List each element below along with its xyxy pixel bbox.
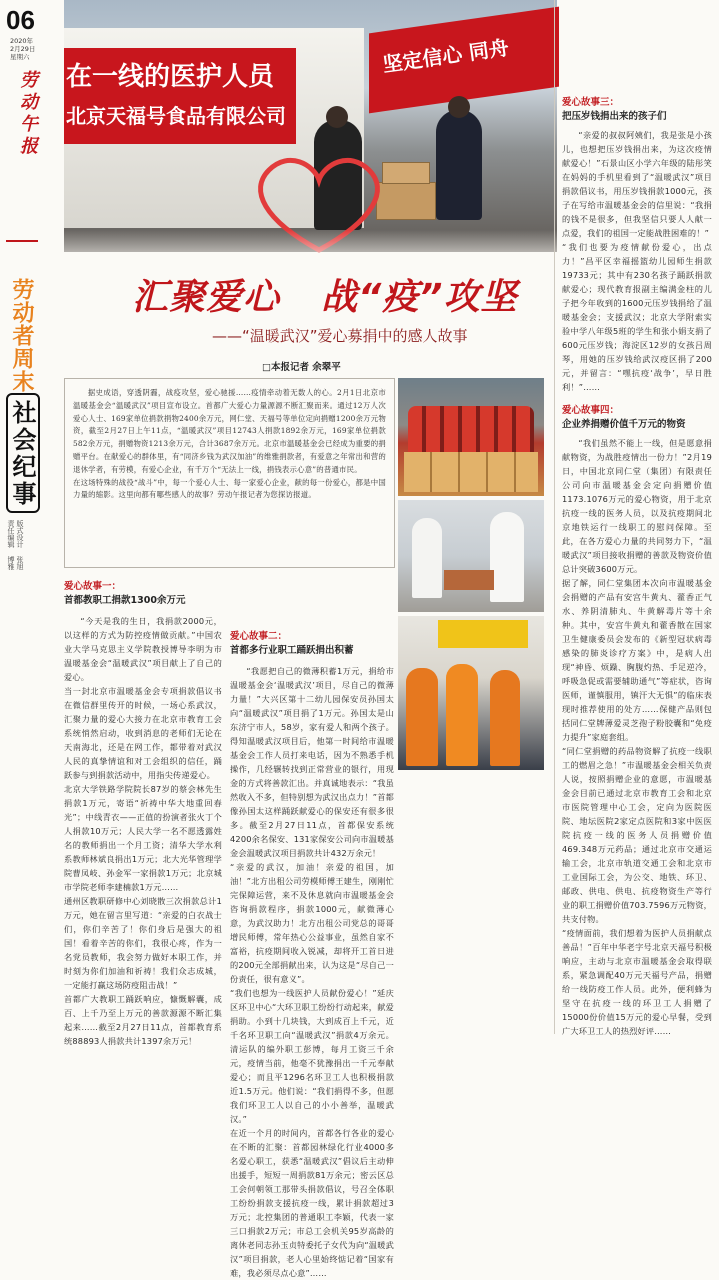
headline-title [132, 278, 517, 318]
worker-orange-2 [446, 664, 478, 766]
worker-white-suit-2 [490, 512, 524, 602]
section-title-upper: 劳动者周末 [9, 278, 34, 393]
story2-body: “我愿把自己的微薄积蓄1万元，捐给市温暖基金会‘温暖武汉’项目，尽自己的微薄力量！”大兴区第十二幼儿园保安员孙国太向“温暖武汉”项目捐了1万元。孙国太是山东济宁市人，58岁，家有爱人和两个孩子。得知温暖武汉项目后，他第一时间给市温暖基金会工作人员打来电话，因为不熟悉手机操作，几经辗转找到正常营业的银行，用现金的方式将善款汇出。并真诚地表示：“我虽然收入不多，但特别想为武汉出点力！”首都像孙国太这样踊跃献爱心的保安还有很多很多。截至2月27日11点，首都保安系统4200余名保安、131家保安公司向市温暖基金会温暖武汉项目捐款共计432万余元！ “亲爱的武汉，加油！亲爱的祖国，加油！”北方出租公司劳模师傅王建生，刚刚忙完保障运营，来不及休息就向市温暖基金会咨询捐款程序，捐款1000元，献微薄心意，为武汉助力！北方出租公司党总的哥哥增民师傅，常年热心公益事业，虽然自家不富裕，抗疫期间收入锐减，却将开工首日进的200元全部捐献出来，认为这是“尽自己一份责任，很有意义”。 “我们也想为一线医护人员献份爱心！”延庆区环卫中心“大环卫职工纷纷行动起来，献爱捐助。小到十几块钱，大到成百上千元，近千名环卫职工向“温暖武汉”捐款4万余元。清运队的编外职工彭博，每月工资三千余元，疫情当前，他毫不犹豫捐出一千元奉献爱心；而且平1296名环卫工人也积极捐款近1.5万元。他们说：“我们捐得不多，但愿我们环卫工人以自己的小小善举，温暖武汉。” 在近一个月的时间内，首都各行各业的爱心在不断的汇聚：首都园林绿化行业4000多名爱心职工，获悉“温暖武汉”倡议后主动伸出援手，短短一周捐款81万余元；密云区总工会何朝领工那带头捐款倡议，号召全体职工纷纷捐款支援抗疫一线，累计捐款超过3万元；北控集团的普通职工李颖，代表一家三口捐款2万元；市总工会机关95岁高龄的离休老同志孙玉贞特委托子女代为向“温暖武汉”项目捐款，老人心里始终惦记着“国家有难，我必须尽点心意”…… [230, 666, 394, 1278]
story4-body: “我们虽然不能上一线，但是愿意捐献物资，为战胜疫情出一份力！”2月19日，中国北京同仁堂（集团）有限责任公司向市温暖基金会定向捐赠价值1173.1076万元的爱心物资，用于北京抗疫一线的医务人员，以及抗疫期间北京地铁运行一线职工的慰问保障。至此，在各方爱心力量的共同努力下，“温暖武汉”项目接收捐赠的善款及物资价值总计突破3600万元。 据了解，同仁堂集团本次向市温暖基金会捐赠的产品有安宫牛黄丸、藿香正气水、养阴清肺丸、牛黄解毒片等十余种。其中，安宫牛黄丸和藿香散在国家卫生健康委员会发布的《新型冠状病毒感染的肺炎诊疗方案》中，是病人出现“神昏、烦躁、胸腹灼热、手足逆冷，呼吸急促或需要辅助通气”等症状，咨询医师，谨慎服用，镇汗大无惧”的临床表现时推荐使用的处方……保健产品则包括同仁堂牌薄爱灵芝孢子粉胶囊和“免疫力提升”家庭套组。 “同仁堂捐赠的药品物资解了抗疫一线职工的燃眉之急！”市温暖基金会相关负责人说，按照捐赠企业的意愿，市温暖基金会目前已通过北京市教育工会和北京市医院管理中心工会，定向为医院医院、地坛医院2家定点医院和3家中医医院抗疫一线的医务人员捐赠价值469.348万元药品；通过北京市交通运输工会，北京市轨道交通工会和北京市工业国际工会，为公交、地铁、环卫、邮政、供电、供电、抗疫物资生产等行业的职工捐赠价值703.7596万元物资，共支付物。 “疫情面前，我们想着为医护人员捐献点善品！”百年中华老字号北京天福号积极响应，主动与北京市温暖基金会取得联系，紧急调配40万元天福号产品，捐赠给一线防疫工作人员。此外，便利蜂为坚守在抗疫一线的环卫工人捐赠了15000份价值15万元的爱心早餐，受到广大环卫工人的热烈好评…… [562, 438, 712, 1036]
headline-part-b: 战“疫”攻坚 [321, 277, 518, 318]
worker-orange-3 [490, 670, 520, 766]
lead-box [64, 378, 395, 568]
byline: □本报记者 余翠平 [262, 362, 341, 373]
headline-part-a: 汇聚爱心 [132, 277, 281, 318]
photo-factory-workers [398, 500, 544, 612]
masthead-strip [0, 0, 46, 1034]
story3-title: 把压岁钱捐出来的孩子们 [562, 111, 667, 122]
masthead-rule [6, 240, 38, 242]
issue-year: 2020年 [10, 37, 34, 45]
photo-delivery-workers [398, 616, 544, 770]
lead-text: 据史成语，穿透阴霾，战疫攻坚，爱心驰援……疫情牵动着无数人的心。2月1日北京市温暖基金会“温暖武汉”项目宣布设立。首都广大爱心力量源源不断汇聚而来。通过12万人次爱心人士、169家单位捐款捐物2400余万元，网仁堂、天福号等单位定向捐赠1200余万元物资，截至2月27日上午11点，“温暖武汉”项目12743人捐款1892余万元，169家单位捐款582余万元，捐赠物资1213余万元，合计3687余万元。北京市温暖基金会已经成为重要的捐赠平台。在献爱心的群体里，有“同济乡钱为武汉加油”的维雅捐款者，有爱意之年常出和营的退休学者，有劳模，有爱心企业，有千万个“无法上一线，捐钱表示心意”的普通市民。 在这场特殊的战役“战斗”中，每一个爱心人士、每一家爱心企业，献的每一份爱心，都是中国力量的缩影。这里向都有哪些感人的故事？劳动午报记者为您探访报道。 [73, 388, 386, 500]
story4-label: 爱心故事四： [562, 405, 620, 416]
volunteer-group [408, 406, 534, 452]
food-box-stack [404, 452, 538, 492]
person-head-right [448, 96, 470, 118]
worker-white-suit-1 [412, 518, 442, 598]
person-head-left [326, 106, 348, 128]
photo-volunteers-food-boxes [398, 378, 544, 496]
paper-name-logo: 劳动午报 [17, 70, 38, 158]
column-rule-1 [554, 0, 555, 1034]
story2-continuation [398, 776, 544, 1034]
food-tray [444, 570, 494, 590]
worker-orange-1 [406, 668, 438, 766]
story2-label: 爱心故事二： [230, 631, 288, 642]
story1-title: 首都教职工捐款1300余万元 [64, 595, 186, 606]
page-number: 06 [6, 5, 35, 35]
banner-slogan-left: 在一线的医护人员 [66, 62, 275, 92]
headline-subtitle: ——“温暖武汉”爱心募捐中的感人故事 [212, 327, 468, 345]
section-title-lower: 社会纪事 [8, 400, 36, 508]
banner-company-left: 北京天福号食品有限公司 [66, 104, 286, 128]
story1-label: 爱心故事一： [64, 581, 122, 592]
story4-title: 企业养捐赠价值千万元的物资 [562, 419, 686, 430]
issue-weekday: 星期六 [10, 53, 30, 61]
story3-label: 爱心故事三： [562, 97, 620, 108]
story2-title: 首都多行业职工踊跃捐出积蓄 [230, 645, 354, 656]
story3-body: “亲爱的叔叔阿姨们，我是张是小孩儿，也想把压岁钱捐出来，为这次疫情献爱心！”石景山区小学六年级的陆彤笑在妈妈的手机里看到了“温暖武汉”项目捐款倡议书，用压岁钱捐款1000元，孩子在写给市温暖基金会的信里说：“我捐的钱不是很多，但我坚信只要人人献一点爱，我们的祖国一定能战胜困难的！” “我们也要为疫情献份爱心，出点力！”昌平区幸福摇篮幼儿园师生捐款19733元；其中有230名孩子踊跃捐款献爱心；现代教育报副主编满金柱的儿子把今年收到的1600元压岁钱捐给了温暖基金会；支援武汉；北京大学附索实验中学八年级5班的学生和张小娟支捐了600元压岁钱；海淀区12岁的女孩吕周琴，用她的压岁钱给武汉疫区捐了200元，并留言：“嘿抗疫‘战争’，早日胜利！”…… [562, 130, 712, 392]
banner-photo [64, 0, 557, 252]
issue-date: 2月29日 [10, 45, 36, 53]
company-sign [438, 620, 528, 648]
banner-slogan-right: 坚定信心 同舟 [381, 35, 511, 77]
person-right [436, 110, 482, 220]
editor-credits: 版式设计 张旭 责任编辑 博雅 [7, 520, 24, 570]
banner-fade [64, 230, 557, 270]
story1-body: “今天是我的生日，我捐款2000元，以这样的方式为防控疫情做贡献。”中国农业大学马克思主义学院教授博导李明为市温暖基金会“温暖武汉”项目献上了自己的爱心。 当一封北京市温暖基金会专项捐款倡议书在微信群里传开的时候，一场心系武汉，汇聚力量的爱心大接力在北京市教育工会系统悄然启动，收到消息的老师们无论在天南海北，还是在网工作，都带着对武汉人民的真挚情谊和对工会组织的信任，踊跃参与到捐款活动中，用指尖传递爱心。 北京大学铁路学院院长87岁的蔡会林先生捐款1万元，寄语“祈祷中华大地重回春光”；中线青衣——正值的扮演者张火丁个人捐款10万元；人民大学一名不愿透露姓名的教师捐出一个月工资；清华大学水利系教师林斌良捐出1万元；北大光华管理学院曹凤岐、孙金军一家捐款1万元；北京城市学院老师李建楠款1万元…… 通州区教职研修中心刘晓散三次捐款总计1万元，她在留言里写道：“亲爱的白衣战士们，你们辛苦了！你们身后是强大的祖国！看着辛苦的你们，我很心疼，作为一名党员教师，我会努力做好本职工作，并时刻为你们加油和祈祷！我们众志成城，一定能打赢这场防疫阻击战！” 首都广大教职工踊跃响应，慷慨解囊，成百、上千乃至上万元的善款源源不断汇集起来……截至2月27日11点，首都教育系统88893人捐款共计1397余万元！ [64, 616, 222, 1046]
